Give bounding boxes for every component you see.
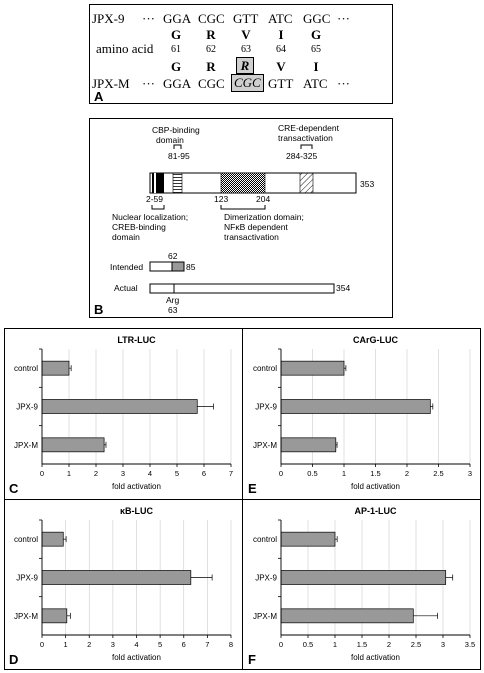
position-number: 63 <box>241 44 251 55</box>
panel-letter: F <box>248 652 256 667</box>
dim-label-line2: NFκB dependent <box>224 222 288 232</box>
dim-start: 123 <box>214 194 229 204</box>
cre-label-line2: transactivation <box>278 133 333 143</box>
actual-bar <box>150 284 334 293</box>
position-number: 62 <box>206 44 216 55</box>
category-label: control <box>13 535 38 545</box>
category-label: control <box>13 364 38 374</box>
ellipsis: ··· <box>337 76 350 91</box>
panel-letter-b: B <box>94 302 104 317</box>
cre-label-line1: CRE-dependent <box>278 123 339 133</box>
codon: GGA <box>163 11 192 26</box>
x-tick-label: 1 <box>66 469 72 478</box>
cre-region <box>300 173 313 193</box>
bar <box>42 571 191 585</box>
intended-end: 85 <box>186 262 196 272</box>
x-tick-label: 1 <box>332 640 338 649</box>
intended-label: Intended <box>110 262 144 272</box>
bar <box>42 438 104 452</box>
x-tick-label: 7 <box>205 640 210 649</box>
ellipsis: ··· <box>142 11 155 26</box>
codon: GTT <box>268 76 294 91</box>
aa-bottom: I <box>313 59 319 74</box>
category-label: control <box>252 364 277 374</box>
category-label: JPX-M <box>14 611 38 621</box>
chart-e <box>244 329 480 498</box>
nls-range: 2-59 <box>146 194 164 204</box>
aa-top: R <box>206 27 216 42</box>
aa-top: I <box>278 27 284 42</box>
x-tick-label: 0 <box>278 640 284 649</box>
position-number: 61 <box>171 44 181 55</box>
chart-title: AP-1-LUC <box>354 506 397 516</box>
bar <box>281 400 430 414</box>
panel-b <box>89 118 393 318</box>
intended-bar-gray <box>172 262 184 271</box>
cbp-label-line1: CBP-binding <box>152 125 200 135</box>
x-tick-label: 1 <box>341 469 347 478</box>
x-tick-label: 1.5 <box>370 469 381 478</box>
x-tick-label: 7 <box>228 469 234 478</box>
inserted-codon: CGC <box>231 74 264 92</box>
bar <box>281 361 344 375</box>
aa-bottom: R <box>206 59 216 74</box>
chart-c <box>5 329 241 498</box>
x-tick-label: 8 <box>228 640 234 649</box>
x-axis-label: fold activation <box>351 482 400 491</box>
x-tick-label: 2.5 <box>433 469 444 478</box>
aa-top: G <box>310 27 322 42</box>
x-tick-label: 4 <box>134 640 139 649</box>
x-axis-label: fold activation <box>112 653 161 662</box>
dim-label-line1: Dimerization domain; <box>224 212 304 222</box>
category-label: JPX-9 <box>16 573 38 583</box>
x-tick-label: 5 <box>158 640 163 649</box>
bar <box>42 400 197 414</box>
chart-d <box>5 500 241 669</box>
protein-end: 353 <box>360 179 375 189</box>
panel-a <box>89 4 393 104</box>
x-tick-label: 6 <box>201 469 207 478</box>
x-tick-label: 4 <box>147 469 153 478</box>
panel-letter: C <box>9 481 19 496</box>
x-tick-label: 2.5 <box>410 640 422 649</box>
x-tick-label: 3 <box>467 469 473 478</box>
category-label: JPX-M <box>253 611 277 621</box>
bar <box>281 609 413 623</box>
nls-region <box>152 173 164 193</box>
codon: GGC <box>303 11 331 26</box>
x-tick-label: 0.5 <box>302 640 314 649</box>
category-label: control <box>252 535 277 545</box>
nls-label-line1: Nuclear localization; <box>112 212 189 222</box>
aa-bottom: G <box>170 59 182 74</box>
x-tick-label: 1.5 <box>356 640 368 649</box>
position-number: 65 <box>311 44 321 55</box>
x-axis-label: fold activation <box>112 482 161 491</box>
x-tick-label: 3.5 <box>464 640 476 649</box>
x-tick-label: 3 <box>440 640 446 649</box>
cre-bracket <box>301 145 312 149</box>
x-tick-label: 2 <box>404 469 410 478</box>
cre-range: 284-325 <box>286 151 318 161</box>
x-tick-label: 0 <box>39 640 45 649</box>
arg-pos: 63 <box>168 305 178 315</box>
x-tick-label: 2 <box>93 469 99 478</box>
x-tick-label: 1 <box>63 640 68 649</box>
x-tick-label: 5 <box>174 469 180 478</box>
category-label: JPX-9 <box>255 573 277 583</box>
bar <box>281 532 335 546</box>
bar <box>42 361 69 375</box>
cbp-range: 81-95 <box>168 151 190 161</box>
chart-title: CArG-LUC <box>353 335 398 345</box>
chart-f <box>244 500 480 669</box>
bar <box>42 532 63 546</box>
dimerization-region <box>221 173 265 193</box>
x-tick-label: 6 <box>181 640 186 649</box>
panel-letter: E <box>248 481 257 496</box>
aa-top: G <box>170 27 182 42</box>
cbp-region <box>173 173 182 193</box>
chart-title: κB-LUC <box>119 506 154 516</box>
x-axis-label: fold activation <box>351 653 400 662</box>
chart-title: LTR-LUC <box>117 335 156 345</box>
codon: ATC <box>303 76 328 91</box>
ellipsis: ··· <box>142 76 155 91</box>
x-tick-label: 3 <box>120 469 126 478</box>
nls-bracket <box>152 205 164 209</box>
x-tick-label: 2 <box>87 640 92 649</box>
x-tick-label: 0 <box>39 469 45 478</box>
bar <box>281 571 446 585</box>
category-label: JPX-9 <box>16 402 38 412</box>
ellipsis: ··· <box>337 11 350 26</box>
position-number: 64 <box>276 44 286 55</box>
amino-acid-label: amino acid <box>96 41 154 56</box>
arg-label: Arg <box>166 295 180 305</box>
panel-letter: D <box>9 652 19 667</box>
jpx9-label: JPX-9 <box>92 11 125 26</box>
codon: GGA <box>163 76 192 91</box>
nls-label-line2: CREB-binding <box>112 222 166 232</box>
nls-label-line3: domain <box>112 232 140 242</box>
actual-end: 354 <box>336 283 351 293</box>
jpxm-label: JPX-M <box>92 76 130 91</box>
aa-top: V <box>241 27 251 42</box>
dim-label-line3: transactivation <box>224 232 279 242</box>
cbp-bracket <box>174 145 181 149</box>
dim-bracket <box>221 205 265 209</box>
cbp-label-line2: domain <box>156 135 184 145</box>
category-label: JPX-9 <box>255 402 277 412</box>
dim-end: 204 <box>256 194 271 204</box>
x-tick-label: 3 <box>110 640 115 649</box>
category-label: JPX-M <box>253 440 277 450</box>
codon: GTT <box>233 11 259 26</box>
panel-letter-a: A <box>94 89 104 104</box>
category-label: JPX-M <box>14 440 38 450</box>
x-tick-label: 0 <box>278 469 284 478</box>
bar <box>42 609 67 623</box>
inserted-arg: R <box>236 57 254 74</box>
x-tick-label: 2 <box>386 640 392 649</box>
codon: ATC <box>268 11 293 26</box>
actual-label: Actual <box>114 283 138 293</box>
intended-bar-white <box>150 262 172 271</box>
codon: CGC <box>198 76 225 91</box>
nls-stripe <box>154 173 156 193</box>
bar <box>281 438 336 452</box>
aa-bottom: V <box>276 59 286 74</box>
codon: CGC <box>198 11 225 26</box>
intended-pos: 62 <box>168 251 178 261</box>
x-tick-label: 0.5 <box>307 469 318 478</box>
